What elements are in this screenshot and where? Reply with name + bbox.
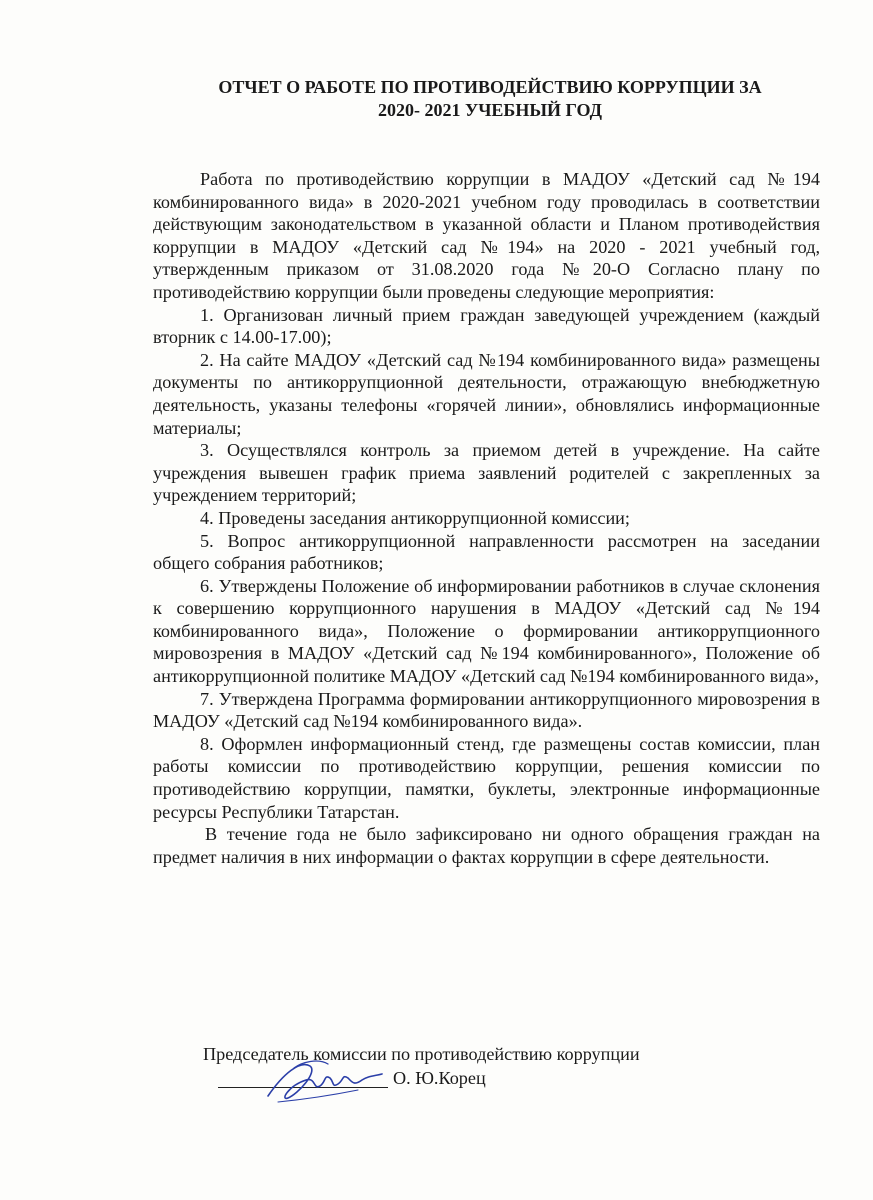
list-item-2: 2. На сайте МАДОУ «Детский сад №194 комбинированного вида» размещены документы по антикоррупционной деятельности, отражающую внебюджетную деятельность, указаны телефоны «горячей линии», обновлялись информационные материалы; (153, 349, 820, 438)
document-body (153, 168, 820, 868)
list-item-7: 7. Утверждена Программа формировании антикоррупционного мировозрения в МАДОУ «Детский сад №194 комбинированного вида». (153, 688, 820, 732)
signature-title: Председатель комиссии по противодействию коррупции (203, 1044, 640, 1064)
list-item-6: 6. Утверждены Положение об информировании работников в случае склонения к совершению коррупционного нарушения в МАДОУ «Детский сад №194 комбинированного вида», Положение о формировании антикоррупционного мировозрения в МАДОУ «Детский сад №194 комбинированного», Положение об антикоррупционной политике МАДОУ «Детский сад №194 комбинированного вида», (153, 575, 820, 687)
list-item-5: 5. Вопрос антикоррупционной направленности рассмотрен на заседании общего собрания работников; (153, 530, 820, 574)
list-item-3: 3. Осуществлялся контроль за приемом детей в учреждение. На сайте учреждения вывешен график приема заявлений родителей с закрепленных за учреждением территорий; (153, 440, 820, 506)
title-line-2: 2020- 2021 УЧЕБНЫЙ ГОД (378, 100, 602, 120)
list-item-4: 4. Проведены заседания антикоррупционной комиссии; (200, 507, 630, 528)
conclusion-paragraph: В течение года не было зафиксировано ни одного обращения граждан на предмет наличия в них информации о фактах коррупции в сфере деятельности. (153, 824, 820, 867)
document-title (150, 76, 830, 122)
title-line-1: ОТЧЕТ О РАБОТЕ ПО ПРОТИВОДЕЙСТВИЮ КОРРУПЦИИ ЗА (218, 77, 762, 97)
intro-paragraph: Работа по противодействию коррупции в МАДОУ «Детский сад №194 комбинированного вида» в 2020-2021 учебном году проводилась в соответствии действующим законодательством в указанной области и Планом противодействия коррупции в МАДОУ «Детский сад №194» на 2020 - 2021 учебный год, утвержденным приказом от 31.08.2020 года №20-О Согласно плану по противодействию коррупции были проведены следующие мероприятия: (153, 169, 820, 302)
signature-name: О. Ю.Корец (393, 1068, 486, 1088)
handwritten-signature-icon (258, 1056, 388, 1106)
list-item-8: 8. Оформлен информационный стенд, где размещены состав комиссии, план работы комиссии по противодействию коррупции, решения комиссии по противодействию коррупции, памятки, буклеты, электронные информационные ресурсы Республики Татарстан. (153, 733, 820, 822)
list-item-1: 1. Организован личный прием граждан заведующей учреждением (каждый вторник с 14.00-17.00); (153, 304, 820, 348)
